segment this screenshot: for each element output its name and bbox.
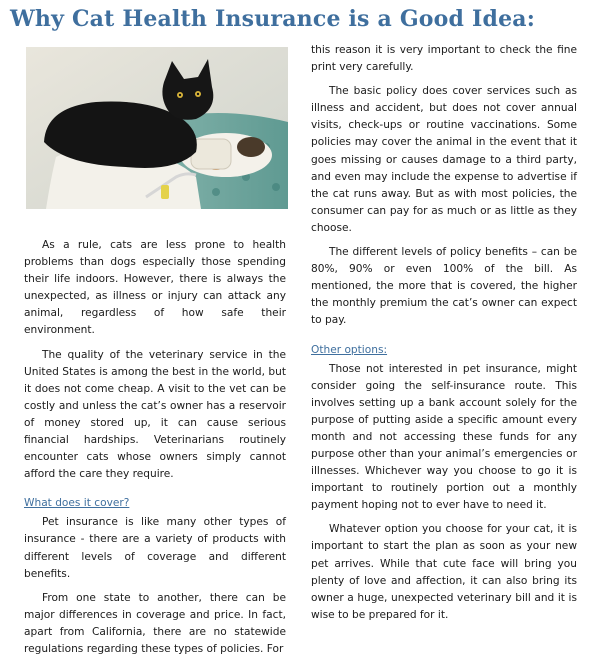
paragraph: The different levels of policy benefits – can be 80%, 90% or even 100% of the bill. As mentioned, the more that is covered, the higher the monthly premium the cat’s owner can expect to pay. — [311, 246, 577, 327]
page-title: Why Cat Health Insurance is a Good Idea: — [10, 6, 536, 32]
paragraph: Whatever option you choose for your cat, it is important to start the plan as soon as your new pet arrives. While that cute face will bring you plenty of love and affection, it can also bring its owner a huge, unexpected veterinary bill and it is wise to be prepared for it. — [311, 523, 577, 621]
section-heading-coverage: What does it cover? — [24, 497, 130, 510]
left-column — [24, 237, 286, 665]
right-column — [311, 42, 577, 631]
paragraph: As a rule, cats are less prone to health problems than dogs especially those spending their life indoors. However, there is always the unexpected, as illness or injury can attack any animal, regardless of how safe their environment. — [24, 239, 286, 337]
cat-photo-illustration — [26, 47, 288, 209]
cat-photo — [26, 47, 288, 209]
section-heading-other-options: Other options: — [311, 343, 388, 356]
paragraph: From one state to another, there can be major differences in coverage and price. In fact, apart from California, there are no statewide regulations regarding these types of policies. For — [24, 591, 286, 655]
paragraph: The basic policy does cover services such as illness and accident, but does not cover annual visits, check-ups or routine vaccinations. Some policies may cover the animal in the event that it goes missing or causes damage to a third party, and even may include the expense to advertise if the cat runs away. But as with most policies, the consumer can pay for as much or as little as they choose. — [311, 85, 577, 234]
paragraph: Pet insurance is like many other types of insurance - there are a variety of products with different levels of coverage and different benefits. — [24, 516, 286, 580]
paragraph: Those not interested in pet insurance, might consider going the self-insurance route. This involves setting up a bank account solely for the purpose of putting aside a specific amount every month and not accessing these funds for any purpose other than your animal’s emergencies or illnesses. Whichever way you choose to go it is important to routinely portion out a monthly payment hoping not to ever have to need it. — [311, 362, 577, 512]
paragraph-continued: this reason it is very important to check the fine print very carefully. — [311, 44, 577, 74]
paragraph: The quality of the veterinary service in the United States is among the best in the world, but it does not come cheap. A visit to the vet can be costly and unless the cat’s owner has a reservoir of money stored up, it can cause serious financial hardships. Veterinarians routinely encounter cats whose owners simply cannot afford the care they require. — [24, 348, 286, 481]
